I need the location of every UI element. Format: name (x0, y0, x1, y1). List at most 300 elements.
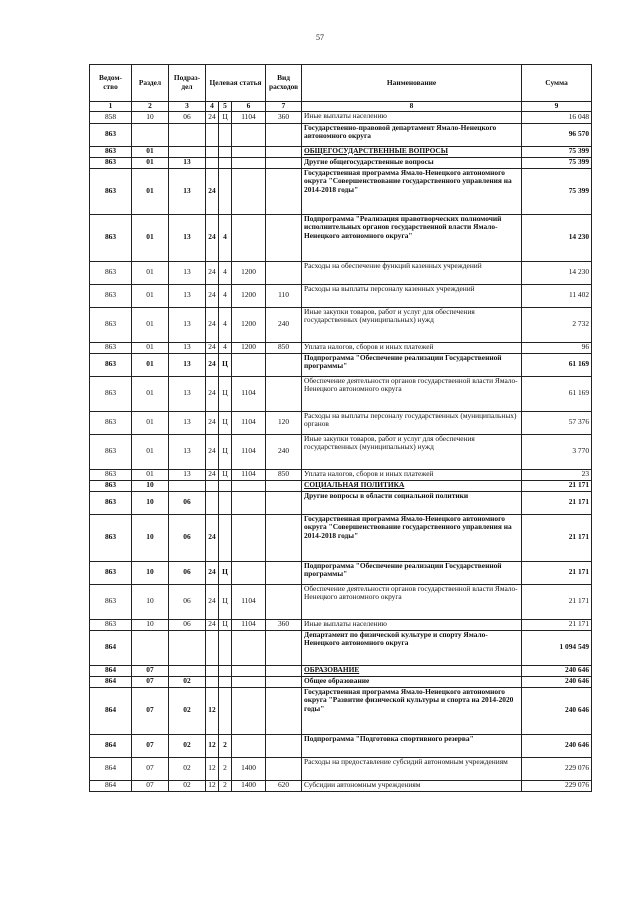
section-code: 07 (132, 687, 169, 734)
item-name: ОБРАЗОВАНИЕ (302, 665, 522, 676)
table-row (90, 353, 592, 376)
department-code: 863 (90, 353, 132, 376)
department-code: 863 (90, 469, 132, 480)
subprogram-code (219, 168, 232, 214)
expense-type-code: 240 (266, 434, 302, 469)
subprogram-code: 4 (219, 214, 232, 261)
header-section: Раздел (132, 65, 169, 102)
section-code: 07 (132, 665, 169, 676)
department-code: 863 (90, 168, 132, 214)
table-row (90, 307, 592, 342)
subsection-code: 02 (169, 687, 206, 734)
table-row (90, 630, 592, 665)
item-sum: 240 646 (522, 687, 592, 734)
program-code: 24 (206, 469, 219, 480)
table-row (90, 146, 592, 157)
header-sum: Сумма (522, 65, 592, 102)
article-code (232, 480, 266, 491)
column-number: 1 (90, 102, 132, 112)
item-name: Государственная программа Ямало-Ненецкого автономного округа "Совершенствование государственного управления на 2014-2018 годы" (302, 514, 522, 561)
subprogram-code: 2 (219, 734, 232, 757)
table-row (90, 734, 592, 757)
table-row (90, 123, 592, 146)
expense-type-code: 360 (266, 111, 302, 123)
department-code: 863 (90, 514, 132, 561)
item-name: Обеспечение деятельности органов государственной власти Ямало-Ненецкого автономного округа (302, 376, 522, 411)
section-code: 01 (132, 284, 169, 307)
subprogram-code: Ц (219, 111, 232, 123)
subprogram-code (219, 491, 232, 514)
subprogram-code: 4 (219, 342, 232, 353)
table-row (90, 665, 592, 676)
section-code: 10 (132, 514, 169, 561)
table-row (90, 676, 592, 687)
subsection-code (169, 665, 206, 676)
program-code: 24 (206, 214, 219, 261)
expense-type-code: 360 (266, 619, 302, 630)
expense-type-code: 850 (266, 342, 302, 353)
department-code: 858 (90, 111, 132, 123)
section-code: 01 (132, 342, 169, 353)
item-sum: 96 570 (522, 123, 592, 146)
table-row (90, 584, 592, 619)
expense-type-code (266, 146, 302, 157)
item-sum: 61 169 (522, 376, 592, 411)
table-row (90, 261, 592, 284)
article-code: 1400 (232, 780, 266, 791)
item-name: Государственная программа Ямало-Ненецкого автономного округа "Развитие физической культуры и спорта на 2014-2020 годы" (302, 687, 522, 734)
article-code (232, 665, 266, 676)
subprogram-code: Ц (219, 434, 232, 469)
item-sum: 14 230 (522, 261, 592, 284)
item-name: Субсидии автономным учреждениям (302, 780, 522, 791)
expense-type-code (266, 214, 302, 261)
table-row (90, 284, 592, 307)
header-name: Наименование (302, 65, 522, 102)
expense-type-code: 850 (266, 469, 302, 480)
article-code: 1200 (232, 342, 266, 353)
article-code (232, 561, 266, 584)
table-row (90, 480, 592, 491)
expense-type-code (266, 630, 302, 665)
expense-type-code (266, 757, 302, 780)
item-sum: 75 399 (522, 157, 592, 168)
table-header (90, 65, 592, 112)
department-code: 863 (90, 434, 132, 469)
expense-type-code (266, 514, 302, 561)
department-code: 863 (90, 284, 132, 307)
expense-type-code: 240 (266, 307, 302, 342)
article-code: 1104 (232, 411, 266, 434)
table-row (90, 214, 592, 261)
item-name: Расходы на обеспечение функций казенных учреждений (302, 261, 522, 284)
section-code: 10 (132, 619, 169, 630)
item-name: Государственная программа Ямало-Ненецкого автономного округа "Совершенствование государственного управления на 2014-2018 годы" (302, 168, 522, 214)
subsection-code: 06 (169, 584, 206, 619)
item-sum: 229 076 (522, 780, 592, 791)
page-number: 57 (316, 33, 324, 42)
department-code: 863 (90, 214, 132, 261)
column-number: 2 (132, 102, 169, 112)
section-code: 01 (132, 168, 169, 214)
program-code: 12 (206, 734, 219, 757)
item-name: Другие общегосударственные вопросы (302, 157, 522, 168)
item-sum: 2 732 (522, 307, 592, 342)
subprogram-code (219, 514, 232, 561)
program-code: 24 (206, 619, 219, 630)
item-sum: 240 646 (522, 665, 592, 676)
header-target-article: Целевая статья (206, 65, 266, 102)
subprogram-code (219, 687, 232, 734)
section-code: 07 (132, 757, 169, 780)
section-code: 07 (132, 734, 169, 757)
item-name: Уплата налогов, сборов и иных платежей (302, 469, 522, 480)
subprogram-code: Ц (219, 411, 232, 434)
article-code: 1104 (232, 584, 266, 619)
department-code: 864 (90, 734, 132, 757)
column-number: 8 (302, 102, 522, 112)
article-code (232, 630, 266, 665)
expense-type-code (266, 353, 302, 376)
subprogram-code (219, 123, 232, 146)
section-code: 10 (132, 561, 169, 584)
program-code (206, 480, 219, 491)
expense-type-code (266, 123, 302, 146)
subsection-code: 13 (169, 434, 206, 469)
subsection-code: 13 (169, 157, 206, 168)
program-code (206, 630, 219, 665)
table-row (90, 514, 592, 561)
item-name: Уплата налогов, сборов и иных платежей (302, 342, 522, 353)
item-sum: 61 169 (522, 353, 592, 376)
column-number: 3 (169, 102, 206, 112)
subsection-code: 13 (169, 307, 206, 342)
section-code: 07 (132, 676, 169, 687)
subprogram-code: Ц (219, 469, 232, 480)
subsection-code (169, 630, 206, 665)
program-code: 24 (206, 514, 219, 561)
table-row (90, 168, 592, 214)
item-name: Иные закупки товаров, работ и услуг для обеспечения государственных (муниципальных) нужд (302, 434, 522, 469)
department-code: 863 (90, 157, 132, 168)
subprogram-code: 4 (219, 307, 232, 342)
item-name: Расходы на выплаты персоналу государственных (муниципальных) органов (302, 411, 522, 434)
header-subsection: Подраз-дел (169, 65, 206, 102)
article-code (232, 168, 266, 214)
table-row (90, 469, 592, 480)
article-code: 1104 (232, 469, 266, 480)
subsection-code (169, 123, 206, 146)
subsection-code: 13 (169, 411, 206, 434)
program-code (206, 123, 219, 146)
item-sum: 240 646 (522, 676, 592, 687)
program-code: 12 (206, 780, 219, 791)
column-number-row (90, 102, 592, 112)
expense-type-code (266, 676, 302, 687)
item-name: Иные выплаты населению (302, 111, 522, 123)
program-code (206, 676, 219, 687)
program-code (206, 146, 219, 157)
subsection-code: 06 (169, 561, 206, 584)
table-body (90, 111, 592, 791)
item-sum: 23 (522, 469, 592, 480)
header-department: Ведом-ство (90, 65, 132, 102)
section-code: 10 (132, 480, 169, 491)
table-row (90, 780, 592, 791)
item-sum: 96 (522, 342, 592, 353)
subsection-code: 13 (169, 376, 206, 411)
item-sum: 11 402 (522, 284, 592, 307)
table-row (90, 757, 592, 780)
item-name: Расходы на выплаты персоналу казенных учреждений (302, 284, 522, 307)
subprogram-code (219, 480, 232, 491)
article-code (232, 146, 266, 157)
department-code: 863 (90, 261, 132, 284)
subsection-code: 02 (169, 780, 206, 791)
article-code (232, 123, 266, 146)
section-code: 10 (132, 491, 169, 514)
item-name: Подпрограмма "Реализация правотворческих полномочий исполнительных органов государственной власти Ямало-Ненецкого автономного округа" (302, 214, 522, 261)
department-code: 863 (90, 584, 132, 619)
budget-table (89, 64, 592, 792)
program-code: 24 (206, 307, 219, 342)
article-code: 1104 (232, 111, 266, 123)
subsection-code: 02 (169, 676, 206, 687)
department-code: 863 (90, 342, 132, 353)
subprogram-code: 4 (219, 284, 232, 307)
table-row (90, 561, 592, 584)
program-code: 24 (206, 353, 219, 376)
department-code: 864 (90, 676, 132, 687)
department-code: 863 (90, 376, 132, 411)
subsection-code (169, 146, 206, 157)
subsection-code: 13 (169, 284, 206, 307)
item-name: Подпрограмма "Обеспечение реализации Государственной программы" (302, 353, 522, 376)
item-name: Обеспечение деятельности органов государственной власти Ямало-Ненецкого автономного округа (302, 584, 522, 619)
expense-type-code (266, 168, 302, 214)
item-sum: 21 171 (522, 514, 592, 561)
article-code (232, 491, 266, 514)
subprogram-code (219, 665, 232, 676)
item-name: СОЦИАЛЬНАЯ ПОЛИТИКА (302, 480, 522, 491)
item-sum: 21 171 (522, 480, 592, 491)
subprogram-code: Ц (219, 584, 232, 619)
item-sum: 75 399 (522, 168, 592, 214)
expense-type-code (266, 584, 302, 619)
section-code: 01 (132, 376, 169, 411)
program-code (206, 491, 219, 514)
subprogram-code (219, 630, 232, 665)
item-name: Подпрограмма "Обеспечение реализации Государственной программы" (302, 561, 522, 584)
program-code (206, 157, 219, 168)
item-sum: 16 048 (522, 111, 592, 123)
section-code (132, 123, 169, 146)
department-code: 863 (90, 123, 132, 146)
item-name: Другие вопросы в области социальной политики (302, 491, 522, 514)
table-row (90, 619, 592, 630)
expense-type-code: 120 (266, 411, 302, 434)
expense-type-code (266, 687, 302, 734)
item-name: Иные закупки товаров, работ и услуг для обеспечения государственных (муниципальных) нужд (302, 307, 522, 342)
article-code (232, 676, 266, 687)
program-code: 12 (206, 757, 219, 780)
table-row (90, 342, 592, 353)
item-name: Подпрограмма "Подготовка спортивного резерва" (302, 734, 522, 757)
subprogram-code: 2 (219, 780, 232, 791)
subsection-code: 02 (169, 734, 206, 757)
item-name: Иные выплаты населению (302, 619, 522, 630)
item-sum: 21 171 (522, 561, 592, 584)
department-code: 864 (90, 780, 132, 791)
expense-type-code (266, 561, 302, 584)
department-code: 863 (90, 307, 132, 342)
item-sum: 21 171 (522, 491, 592, 514)
expense-type-code: 110 (266, 284, 302, 307)
subprogram-code (219, 676, 232, 687)
department-code: 863 (90, 480, 132, 491)
program-code: 24 (206, 411, 219, 434)
department-code: 864 (90, 665, 132, 676)
department-code: 863 (90, 146, 132, 157)
expense-type-code (266, 491, 302, 514)
subsection-code (169, 480, 206, 491)
item-sum: 75 399 (522, 146, 592, 157)
program-code: 24 (206, 342, 219, 353)
column-number: 7 (266, 102, 302, 112)
item-name: Расходы на предоставление субсидий автономным учреждениям (302, 757, 522, 780)
subsection-code: 06 (169, 491, 206, 514)
program-code: 24 (206, 111, 219, 123)
item-sum: 240 646 (522, 734, 592, 757)
subsection-code: 13 (169, 261, 206, 284)
program-code: 24 (206, 434, 219, 469)
table-row (90, 157, 592, 168)
article-code: 1104 (232, 376, 266, 411)
subsection-code: 06 (169, 619, 206, 630)
article-code: 1200 (232, 261, 266, 284)
item-name: Государственно-правовой департамент Ямало-Ненецкого автономного округа (302, 123, 522, 146)
section-code: 01 (132, 214, 169, 261)
subsection-code: 13 (169, 168, 206, 214)
article-code: 1104 (232, 434, 266, 469)
expense-type-code (266, 734, 302, 757)
subprogram-code: 4 (219, 261, 232, 284)
item-sum: 3 770 (522, 434, 592, 469)
subsection-code: 06 (169, 514, 206, 561)
expense-type-code (266, 261, 302, 284)
section-code: 01 (132, 469, 169, 480)
item-sum: 1 094 549 (522, 630, 592, 665)
expense-type-code: 620 (266, 780, 302, 791)
table-row (90, 376, 592, 411)
section-code: 07 (132, 780, 169, 791)
department-code: 863 (90, 619, 132, 630)
column-number: 6 (232, 102, 266, 112)
article-code: 1400 (232, 757, 266, 780)
section-code: 01 (132, 157, 169, 168)
article-code (232, 734, 266, 757)
department-code: 863 (90, 491, 132, 514)
table-row (90, 111, 592, 123)
article-code (232, 514, 266, 561)
section-code: 01 (132, 307, 169, 342)
table-row (90, 434, 592, 469)
item-sum: 229 076 (522, 757, 592, 780)
table-row (90, 687, 592, 734)
column-number: 9 (522, 102, 592, 112)
program-code: 24 (206, 584, 219, 619)
department-code: 863 (90, 411, 132, 434)
program-code (206, 665, 219, 676)
subprogram-code (219, 157, 232, 168)
department-code: 864 (90, 757, 132, 780)
column-number: 5 (219, 102, 232, 112)
subprogram-code: Ц (219, 619, 232, 630)
subsection-code: 06 (169, 111, 206, 123)
program-code: 12 (206, 687, 219, 734)
subprogram-code: Ц (219, 561, 232, 584)
section-code: 01 (132, 411, 169, 434)
item-sum: 57 376 (522, 411, 592, 434)
subsection-code: 02 (169, 757, 206, 780)
program-code: 24 (206, 284, 219, 307)
article-code (232, 157, 266, 168)
article-code: 1104 (232, 619, 266, 630)
program-code: 24 (206, 561, 219, 584)
subsection-code: 13 (169, 469, 206, 480)
subprogram-code: 2 (219, 757, 232, 780)
expense-type-code (266, 480, 302, 491)
article-code (232, 214, 266, 261)
item-sum: 21 171 (522, 619, 592, 630)
item-name: Общее образование (302, 676, 522, 687)
article-code: 1200 (232, 284, 266, 307)
expense-type-code (266, 665, 302, 676)
section-code: 01 (132, 434, 169, 469)
section-code: 10 (132, 584, 169, 619)
subsection-code: 13 (169, 353, 206, 376)
article-code (232, 687, 266, 734)
item-sum: 21 171 (522, 584, 592, 619)
section-code: 01 (132, 146, 169, 157)
program-code: 24 (206, 261, 219, 284)
item-name: Департамент по физической культуре и спорту Ямало-Ненецкого автономного округа (302, 630, 522, 665)
department-code: 864 (90, 687, 132, 734)
section-code: 01 (132, 353, 169, 376)
table-row (90, 491, 592, 514)
section-code (132, 630, 169, 665)
header-expense-type: Вид расходов (266, 65, 302, 102)
subprogram-code (219, 146, 232, 157)
department-code: 863 (90, 561, 132, 584)
item-name: ОБЩЕГОСУДАРСТВЕННЫЕ ВОПРОСЫ (302, 146, 522, 157)
program-code: 24 (206, 168, 219, 214)
section-code: 01 (132, 261, 169, 284)
subsection-code: 13 (169, 342, 206, 353)
subprogram-code: Ц (219, 376, 232, 411)
column-number: 4 (206, 102, 219, 112)
item-sum: 14 230 (522, 214, 592, 261)
expense-type-code (266, 376, 302, 411)
table-row (90, 411, 592, 434)
subsection-code: 13 (169, 214, 206, 261)
expense-type-code (266, 157, 302, 168)
article-code: 1200 (232, 307, 266, 342)
department-code: 864 (90, 630, 132, 665)
article-code (232, 353, 266, 376)
subprogram-code: Ц (219, 353, 232, 376)
section-code: 10 (132, 111, 169, 123)
